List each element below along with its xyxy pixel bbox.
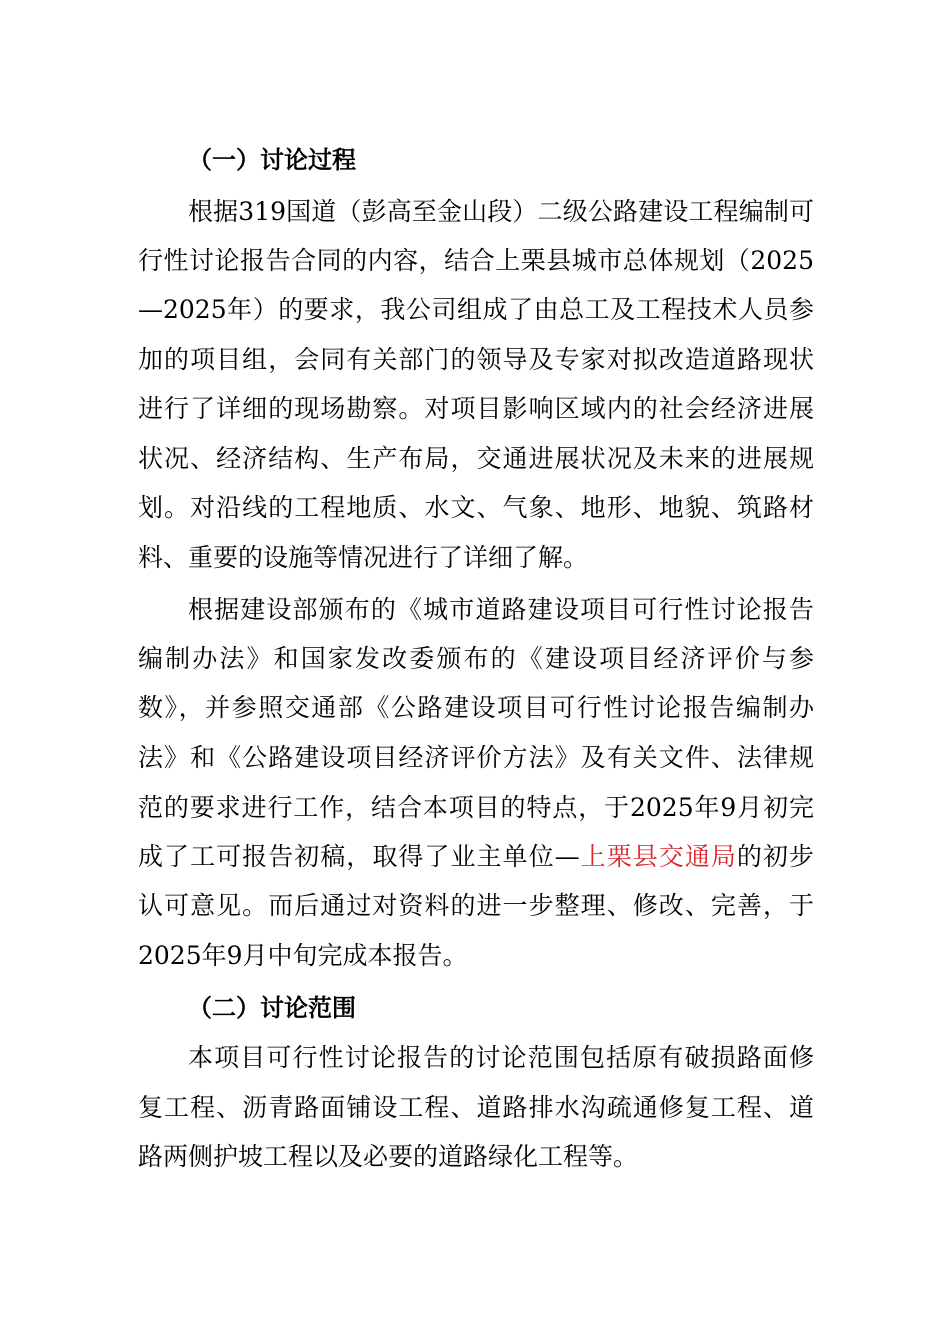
- paragraph-line: 根据319国道（彭高至金山段）二级公路建设工程编制可: [188, 197, 814, 226]
- paragraph-line: 加的项目组，会同有关部门的领导及专家对拟改造道路现状: [138, 345, 814, 374]
- paragraph-line: 划。对沿线的工程地质、水文、气象、地形、地貌、筑路材: [138, 493, 814, 522]
- paragraph-line: 复工程、沥青路面铺设工程、道路排水沟疏通修复工程、道: [138, 1093, 814, 1122]
- paragraph-line: 进行了详细的现场勘察。对项目影响区域内的社会经济进展: [138, 394, 814, 423]
- paragraph-line: —2025年）的要求，我公司组成了由总工及工程技术人员参: [138, 295, 814, 324]
- paragraph-line: 本项目可行性讨论报告的讨论范围包括原有破损路面修: [188, 1043, 814, 1072]
- highlighted-agency-name: 上栗县交通局: [579, 842, 737, 871]
- paragraph-line: 编制办法》和国家发改委颁布的《建设项目经济评价与参: [138, 644, 814, 673]
- paragraph-line: 路两侧护坡工程以及必要的道路绿化工程等。: [138, 1142, 639, 1171]
- paragraph-text: 成了工可报告初稿，取得了业主单位—: [138, 842, 580, 871]
- paragraph-line: 根据建设部颁布的《城市道路建设项目可行性讨论报告: [188, 595, 814, 624]
- paragraph-text: 的初步: [736, 842, 814, 871]
- paragraph-line: 状况、经济结构、生产布局，交通进展状况及未来的进展规: [138, 444, 814, 473]
- paragraph-line-with-highlight: [138, 841, 814, 873]
- paragraph-line: 料、重要的设施等情况进行了详细了解。: [138, 543, 589, 572]
- section-heading-discussion-scope: （二）讨论范围: [188, 994, 356, 1022]
- paragraph-line: 2025年9月中旬完成本报告。: [138, 941, 468, 970]
- paragraph-line: 认可意见。而后通过对资料的进一步整理、修改、完善，于: [138, 891, 814, 920]
- paragraph-line: 行性讨论报告合同的内容，结合上栗县城市总体规划（2025: [138, 246, 814, 275]
- section-heading-discussion-process: （一）讨论过程: [188, 146, 356, 174]
- paragraph-line: 数》，并参照交通部《公路建设项目可行性讨论报告编制办: [138, 693, 814, 722]
- paragraph-line: 范的要求进行工作，结合本项目的特点，于2025年9月初完: [138, 793, 814, 822]
- paragraph-line: 法》和《公路建设项目经济评价方法》及有关文件、法律规: [138, 743, 814, 772]
